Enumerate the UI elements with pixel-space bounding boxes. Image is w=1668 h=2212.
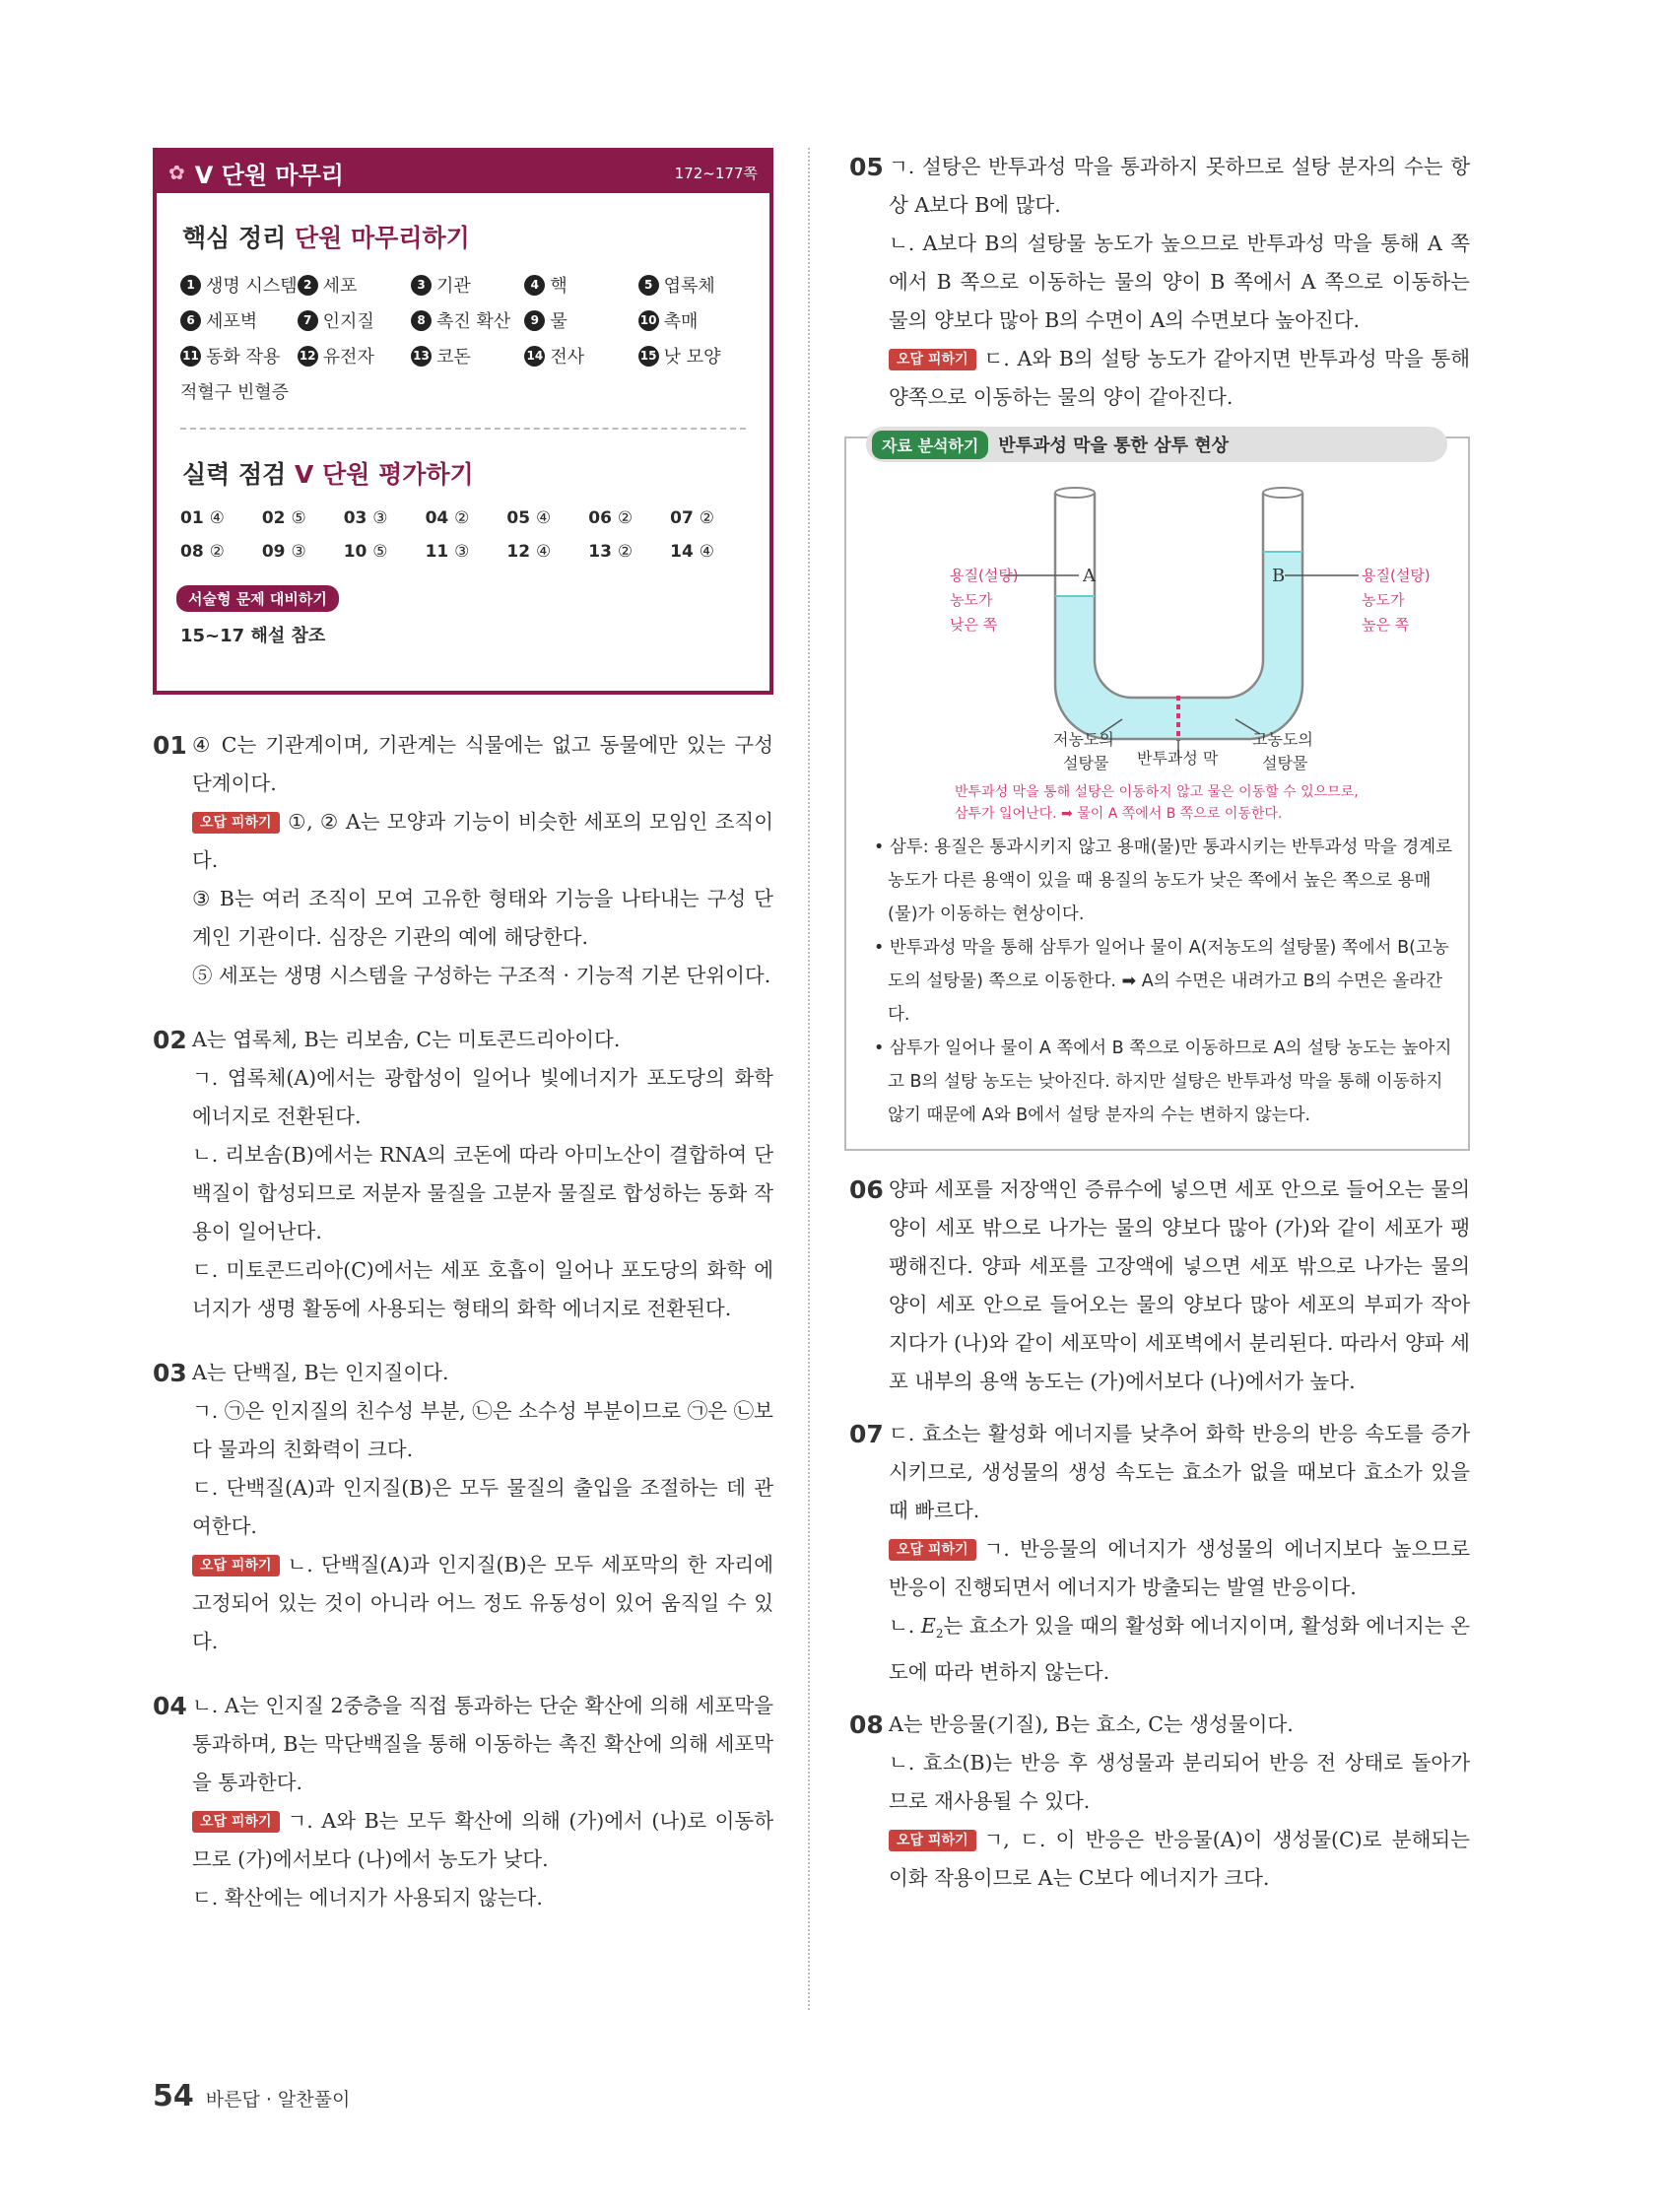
writing-ref: 15~17 해설 참조 — [180, 626, 326, 646]
keyword-item — [524, 307, 637, 333]
number-badge: 13 — [411, 346, 432, 367]
answer-key-value: ② — [454, 508, 470, 528]
answer-text: ㄱ. 엽록체(A)에서는 광합성이 일어나 빛에너지가 포도당의 화학 에너지로 전환된다. — [192, 1066, 773, 1128]
material-analysis-box — [844, 436, 1470, 1151]
wrong-avoid: 오답 피하기 ㄴ. 단백질(A)과 인지질(B)은 모두 세포막의 한 자리에 고정되어 있는 것이 아니라 어느 정도 유동성이 있어 움직일 수 있다. — [192, 1553, 773, 1653]
number-badge: 12 — [298, 346, 318, 367]
answer-key-question: 08 — [180, 542, 204, 562]
answer-key-question: 01 — [180, 508, 204, 528]
answer-key-item — [344, 508, 426, 528]
keyword-text: 엽록체 — [663, 276, 715, 297]
number-badge: 15 — [638, 346, 659, 367]
answer-text: ㄱ. 설탕은 반투과성 막을 통과하지 못하므로 설탕 분자의 수는 항상 A보다 B에 많다. — [889, 155, 1470, 217]
answer-text: ㄴ. 리보솜(B)에서는 RNA의 코돈에 따라 아미노산이 결합하여 단백질이 합성되므로 저분자 물질을 고분자 물질로 합성하는 동화 작용이 일어난다. — [192, 1143, 773, 1243]
answer-key-item — [588, 508, 670, 528]
keyword-item — [298, 307, 411, 333]
question-number: 04 — [153, 1692, 187, 1720]
answer-text: ㄷ. 미토콘드리아(C)에서는 세포 호흡이 일어나 포도당의 화학 에너지가 생명 활동에 사용되는 형태의 화학 에너지로 전환된다. — [192, 1258, 773, 1320]
answer-text: A는 단백질, B는 인지질이다. — [192, 1361, 449, 1384]
wrong-avoid-badge: 오답 피하기 — [889, 1830, 976, 1851]
wrong-avoid-badge: 오답 피하기 — [889, 1539, 976, 1561]
keyword-item — [638, 272, 752, 298]
keyword-item — [411, 343, 524, 369]
answer-text: ㄷ. 단백질(A)과 인지질(B)은 모두 물질의 출입을 조절하는 데 관여한다. — [192, 1476, 773, 1538]
answer-key-value: ② — [209, 542, 225, 562]
answer-key-question: 14 — [670, 542, 694, 562]
osmosis-diagram — [886, 483, 1437, 808]
answer-key-question: 06 — [588, 508, 612, 528]
answer-key-question: 10 — [343, 542, 367, 562]
answer-key-value: ⑤ — [291, 508, 306, 528]
answer-key-value: ④ — [536, 508, 552, 528]
unit-summary-box — [153, 148, 773, 695]
answer-key-question: 11 — [425, 542, 449, 562]
flower-deco-icon: ✿ — [168, 161, 185, 184]
answer-key-question: 05 — [506, 508, 531, 528]
answer-text: A는 엽록체, B는 리보솜, C는 미토콘드리아이다. — [192, 1028, 621, 1051]
core-section-title: 핵심 정리 단원 마무리하기 — [182, 224, 470, 252]
keyword-text: 세포 — [322, 276, 358, 297]
number-badge: 7 — [298, 310, 318, 331]
answer-key-question: 07 — [670, 508, 694, 528]
material-header — [866, 427, 1447, 462]
answer-key-value: ④ — [699, 542, 714, 562]
writing-tag: 서술형 문제 대비하기 — [176, 585, 339, 612]
answer-03 — [153, 1354, 773, 1661]
answer-key-value: ③ — [291, 542, 306, 562]
answer-key-item — [180, 542, 262, 562]
question-number: 06 — [849, 1175, 884, 1204]
keyword-text: 핵 — [550, 276, 567, 297]
answer-key-question: 03 — [343, 508, 367, 528]
keyword-item — [411, 307, 524, 333]
wrong-avoid-badge: 오답 피하기 — [192, 812, 280, 834]
keyword-item — [180, 272, 298, 298]
writing-section — [176, 585, 769, 647]
column-divider — [808, 148, 810, 2010]
keyword-text: 전사 — [550, 347, 585, 368]
answer-text: ④ C는 기관계이며, 기관계는 식물에는 없고 동물에만 있는 구성 단계이다. — [192, 733, 773, 795]
number-badge: 9 — [524, 310, 545, 331]
material-bullet: • 삼투: 용질은 통과시키지 않고 용매(물)만 통과시키는 반투과성 막을 경계로 농도가 다른 용액이 있을 때 용질의 농도가 낮은 쪽에서 높은 쪽으로 용매(물)가 이동하는 현상이다. — [874, 838, 1453, 924]
material-bullets — [874, 831, 1455, 1132]
wrong-avoid-badge: 오답 피하기 — [192, 1811, 280, 1833]
answer-text: 양파 세포를 저장액인 증류수에 넣으면 세포 안으로 들어오는 물의 양이 세포 밖으로 나가는 물의 양보다 많아 (가)와 같이 세포가 팽팽해진다. 양파 세포를 고장액에 넣으면 세포 밖으로 나가는 물의 양이 세포 안으로 들어오는 물의 양보다 많아 세포의 부피가 작아지다가 (나)와 같이 세포막이 세포벽에서 분리된다. 따라서 양파 세포 내부의 용액 농도는 (가)에서보다 (나)에서가 높다. — [889, 1177, 1470, 1393]
keyword-text: 낫 모양 — [663, 347, 721, 368]
eval-section-title: 실력 점검 V 단원 평가하기 — [182, 460, 474, 489]
label-b: B — [1272, 566, 1286, 586]
answer-key-item — [426, 508, 507, 528]
keyword-item — [180, 343, 298, 369]
wrong-avoid: 오답 피하기 ㄷ. A와 B의 설탕 농도가 같아지면 반투과성 막을 통해 양쪽으로 이동하는 물의 양이 같아진다. — [889, 347, 1470, 409]
answer-07 — [849, 1415, 1470, 1692]
question-number: 07 — [849, 1420, 884, 1448]
answer-08 — [849, 1706, 1470, 1898]
keyword-text: 촉진 확산 — [436, 311, 511, 332]
number-badge: 10 — [638, 310, 659, 331]
wrong-avoid: 오답 피하기 ㄱ. A와 B는 모두 확산에 의해 (가)에서 (나)로 이동하므로 (가)에서보다 (나)에서 농도가 낮다. — [192, 1809, 773, 1871]
keyword-item — [411, 272, 524, 298]
answer-text: ⑤ 세포는 생명 시스템을 구성하는 구조적 · 기능적 기본 단위이다. — [192, 964, 771, 987]
answer-text: ③ B는 여러 조직이 모여 고유한 형태와 기능을 나타내는 구성 단계인 기관이다. 심장은 기관의 예에 해당한다. — [192, 887, 773, 949]
number-badge: 1 — [180, 275, 201, 296]
keyword-text: 기관 — [436, 276, 471, 297]
answer-key-value: ② — [617, 508, 634, 528]
answer-text: ㄷ. 효소는 활성화 에너지를 낮추어 화학 반응의 반응 속도를 증가시키므로, 생성물의 생성 속도는 효소가 없을 때보다 효소가 있을 때 빠르다. — [889, 1422, 1470, 1522]
right-column — [849, 148, 1470, 1898]
answer-04 — [153, 1687, 773, 1917]
answer-key-question: 13 — [588, 542, 612, 562]
answer-text: ㄷ. 확산에는 에너지가 사용되지 않는다. — [192, 1886, 543, 1910]
keyword-text: 인지질 — [322, 311, 374, 332]
question-number: 05 — [849, 153, 884, 181]
answer-key-value: ③ — [454, 542, 470, 562]
question-number: 02 — [153, 1026, 187, 1054]
summary-header — [157, 152, 769, 193]
label-a: A — [1083, 566, 1096, 586]
tube-rim-right — [1263, 488, 1302, 498]
answer-key-item — [588, 542, 670, 562]
answer-key-item — [180, 508, 262, 528]
number-badge: 3 — [411, 275, 432, 296]
keyword-item — [298, 343, 411, 369]
wrong-avoid: 오답 피하기 ㄱ, ㄷ. 이 반응은 반응물(A)이 생성물(C)로 분해되는 이화 작용이므로 A는 C보다 에너지가 크다. — [889, 1828, 1470, 1891]
answer-key-value: ⑤ — [372, 542, 388, 562]
answer-05 — [849, 148, 1470, 417]
answer-06 — [849, 1171, 1470, 1401]
wrong-avoid-badge: 오답 피하기 — [192, 1555, 280, 1576]
answer-key-question: 02 — [261, 508, 286, 528]
answer-text: A는 반응물(기질), B는 효소, C는 생성물이다. — [889, 1712, 1294, 1737]
keyword-item — [638, 343, 752, 369]
answer-key-value: ④ — [209, 508, 225, 528]
keyword-item — [180, 307, 298, 333]
answer-key-question: 04 — [425, 508, 449, 528]
keyword-text: 세포벽 — [206, 311, 258, 332]
number-badge: 4 — [524, 275, 545, 296]
right-note: 용질(설탕) 농도가 높은 쪽 — [1362, 567, 1431, 634]
wrong-avoid: 오답 피하기 ①, ② A는 모양과 기능이 비슷한 세포의 모임인 조직이다. — [192, 810, 773, 872]
tube-rim-left — [1055, 488, 1095, 498]
keyword-text: 코돈 — [436, 347, 471, 368]
answer-text: ㄴ. 효소(B)는 반응 후 생성물과 분리되어 반응 전 상태로 돌아가므로 재사용될 수 있다. — [889, 1751, 1470, 1814]
number-badge: 14 — [524, 346, 545, 367]
keyword-text: 촉매 — [663, 311, 699, 332]
answer-key-value: ④ — [536, 542, 552, 562]
keyword-text: 생명 시스템 — [206, 276, 298, 297]
left-column — [153, 148, 773, 1917]
summary-title: V 단원 마무리 — [194, 161, 344, 189]
answer-02 — [153, 1021, 773, 1328]
keyword-text: 동화 작용 — [206, 347, 281, 368]
answer-key-item — [262, 542, 344, 562]
page-number: 54 — [153, 2079, 194, 2113]
keyword-item — [524, 272, 637, 298]
summary-divider — [180, 428, 746, 430]
wrong-avoid: 오답 피하기 ㄱ. 반응물의 에너지가 생성물의 에너지보다 높으므로 반응이 진행되면서 에너지가 방출되는 발열 반응이다. — [889, 1537, 1470, 1599]
answer-key-item — [670, 508, 752, 528]
membrane-label: 반투과성 막 — [1137, 749, 1219, 768]
footer-title: 바른답 · 알찬풀이 — [205, 2089, 351, 2111]
wrong-avoid-badge: 오답 피하기 — [889, 349, 976, 370]
page-footer — [153, 2079, 350, 2113]
keyword-text: 물 — [550, 311, 567, 332]
number-badge: 5 — [638, 275, 659, 296]
answer-key-value: ③ — [372, 508, 388, 528]
question-number: 08 — [849, 1710, 884, 1740]
keyword-item — [638, 307, 752, 333]
keyword-text: 유전자 — [322, 347, 374, 368]
material-bullet: • 반투과성 막을 통해 삼투가 일어나 물이 A(저농도의 설탕물) 쪽에서 B(고농도의 설탕물) 쪽으로 이동한다. ➡ A의 수면은 내려가고 B의 수면은 올라간다. — [874, 938, 1449, 1025]
material-tag: 자료 분석하기 — [872, 431, 988, 459]
answer-text: ㄴ. A는 인지질 2중층을 직접 통과하는 단순 확산에 의해 세포막을 통과하며, B는 막단백질을 통해 이동하는 촉진 확산에 의해 세포막을 통과한다. — [192, 1694, 773, 1794]
answer-key-value: ② — [699, 508, 714, 528]
handwritten-note-2: 삼투가 일어난다. ➡ 물이 A 쪽에서 B 쪽으로 이동한다. — [955, 806, 1283, 822]
keyword-grid — [180, 272, 752, 369]
number-badge: 2 — [298, 275, 318, 296]
question-number: 01 — [153, 731, 187, 760]
high-sugar-label: 고농도의 설탕물 — [1252, 730, 1313, 772]
keyword-item — [524, 343, 637, 369]
answer-key-item — [506, 542, 588, 562]
number-badge: 11 — [180, 346, 201, 367]
answer-key-item — [670, 542, 752, 562]
answer-key-question: 12 — [506, 542, 531, 562]
left-note: 용질(설탕) 농도가 낮은 쪽 — [950, 567, 1019, 634]
summary-pages: 172~177쪽 — [674, 164, 758, 182]
answer-01 — [153, 726, 773, 995]
answer-key-item — [426, 542, 507, 562]
material-bullet: • 삼투가 일어나 물이 A 쪽에서 B 쪽으로 이동하므로 A의 설탕 농도는 높아지고 B의 설탕 농도는 낮아진다. 하지만 설탕은 반투과성 막을 통해 이동하지 않기 때문에 A와 B에서 설탕 분자의 수는 변하지 않는다. — [874, 1039, 1452, 1125]
handwritten-note: 반투과성 막을 통해 설탕은 이동하지 않고 물은 이동할 수 있으므로, — [955, 784, 1359, 800]
material-title: 반투과성 막을 통한 삼투 현상 — [998, 436, 1230, 456]
number-badge: 8 — [411, 310, 432, 331]
question-number: 03 — [153, 1359, 187, 1387]
keyword-item — [298, 272, 411, 298]
answer-grid — [180, 508, 752, 562]
answer-key-question: 09 — [261, 542, 286, 562]
answer-key-item — [262, 508, 344, 528]
low-sugar-label: 저농도의 설탕물 — [1053, 730, 1114, 772]
answer-key-value: ② — [617, 542, 634, 562]
answer-key-item — [344, 542, 426, 562]
answer-text: ㄴ. A보다 B의 설탕물 농도가 높으므로 반투과성 막을 통해 A 쪽에서 B 쪽으로 이동하는 물의 양이 B 쪽에서 A 쪽으로 이동하는 물의 양보다 많아 B의 수면이 A의 수면보다 높아진다. — [889, 232, 1470, 332]
number-badge: 6 — [180, 310, 201, 331]
answer-key-item — [506, 508, 588, 528]
answer-text: ㄱ. ㉠은 인지질의 친수성 부분, ㉡은 소수성 부분이므로 ㉠은 ㉡보다 물과의 친화력이 크다. — [192, 1399, 773, 1461]
answer-text: ㄴ. $E_2$는 효소가 있을 때의 활성화 에너지이며, 활성화 에너지는 온도에 따라 변하지 않는다. — [889, 1614, 1470, 1685]
keyword-extra: 적혈구 빈혈증 — [180, 382, 290, 403]
